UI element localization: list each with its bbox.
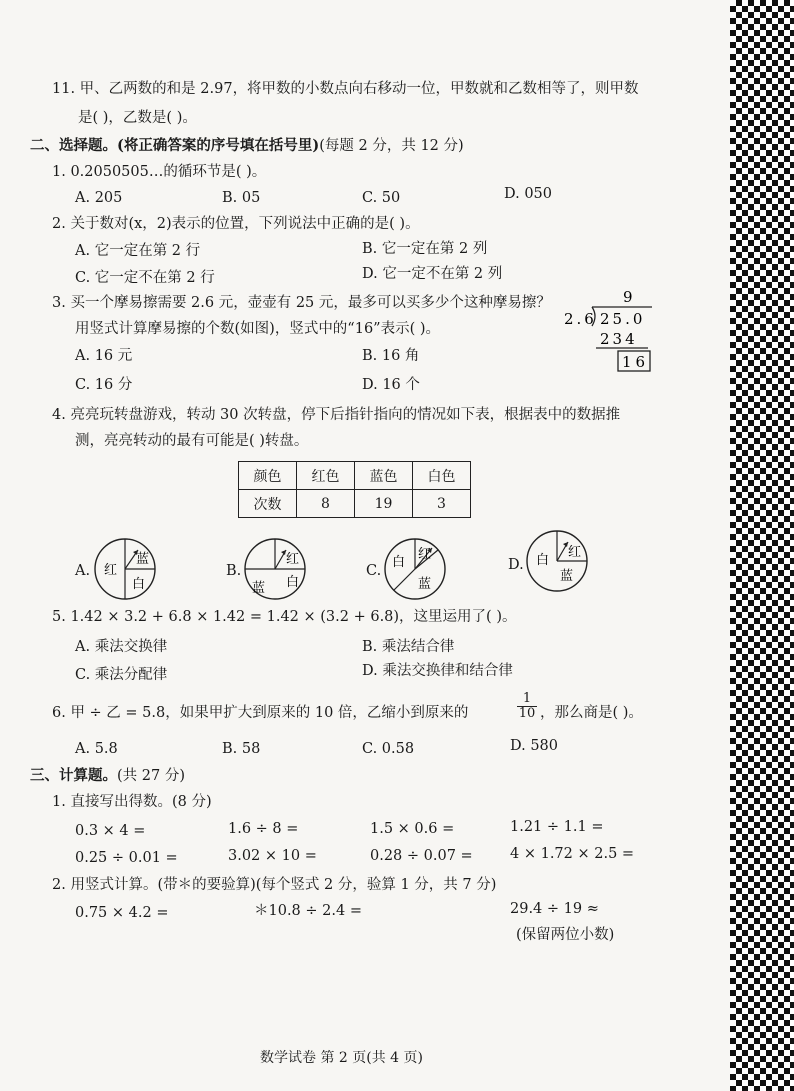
s3-q2-heading [52,876,496,894]
table-cell: 3 [413,490,471,518]
section2-note: (每题 2 分，共 12 分) [319,138,464,154]
s2-q4-option-c: C. [366,563,382,579]
s2-q6-fraction [517,692,537,721]
s2-q5-option-d: D. 乘法交换律和结合律 [362,663,513,679]
spinner-label: 红 [568,545,582,560]
spinner-label: 白 [286,575,300,590]
table-cell: 8 [297,490,355,518]
s2-q1-stem: 1. 0.2050505…的循环节是( )。 [52,164,267,180]
fraction-denominator: 10 [518,706,536,721]
s2-q5-stem: 5. 1.42 × 3.2 + 6.8 × 1.42 = 1.42 × (3.2 + 6.8)，这里运用了( )。 [52,609,517,625]
s2-q4-line1: 4. 亮亮玩转盘游戏，转动 30 次转盘，停下后指针指向的情况如下表，根据表中的数据推 [52,407,621,423]
s2-q3-option-a: A. 16 元 [75,348,133,364]
s3-q1-note: (8 分) [171,794,212,810]
calc-item: 0.3 × 4 = [75,823,146,839]
table-cell: 白色 [413,462,471,490]
s2-q1-option-c: C. 50 [362,190,401,206]
spinner-a [92,536,158,602]
s2-q1-option-b: B. 05 [222,190,261,206]
s2-q3-line2: 用竖式计算摩易擦的个数(如图)，竖式中的“16”表示( )。 [75,321,441,337]
long-division-figure [560,286,660,378]
column-calc-item: 29.4 ÷ 19 ≈ [510,901,599,917]
calc-item: 0.28 ÷ 0.07 = [370,848,473,864]
s2-q4-line2: 测，亮亮转动的最有可能是( )转盘。 [75,433,309,449]
s2-q2-option-a: A. 它一定在第 2 行 [75,243,201,259]
s2-q6-stem-b: ，那么商是( )。 [540,705,643,721]
s2-q6-option-b: B. 58 [222,741,261,757]
table-cell: 红色 [297,462,355,490]
s2-q5-option-c: C. 乘法分配律 [75,667,168,683]
section2-title: 二、选择题。(将正确答案的序号填在括号里) [30,137,320,154]
spinner-label: 白 [392,555,406,570]
table-cell: 19 [355,490,413,518]
s2-q3-line1: 3. 买一个摩易擦需要 2.6 元，壶壶有 25 元，最多可以买多少个这种摩易擦？ [52,295,551,311]
frequency-table [238,461,471,518]
s2-q4-option-d: D. [508,557,524,573]
spinner-label: 红 [104,563,118,578]
calc-item: 1.6 ÷ 8 = [228,821,299,837]
division-dividend: 25.0 [600,310,646,328]
section2-heading [30,137,464,155]
spinner-label: 红 [418,547,432,562]
s3-q2-title: 2. 用竖式计算。(带＊的要验算) [52,877,256,893]
scan-edge-pattern [730,0,794,1091]
s2-q3-option-b: B. 16 角 [362,348,420,364]
s2-q6-option-c: C. 0.58 [362,741,415,757]
s2-q2-option-b: B. 它一定在第 2 列 [362,241,488,257]
rounding-remark: (保留两位小数) [516,927,615,943]
s2-q2-stem: 2. 关于数对(x，2)表示的位置，下列说法中正确的是( )。 [52,216,420,232]
s3-q1-heading [52,793,212,811]
table-row [239,490,471,518]
table-row [239,462,471,490]
spinner-b [242,536,308,602]
section3-heading [30,767,185,785]
s2-q5-option-b: B. 乘法结合律 [362,639,455,655]
q11-line2: 是( )，乙数是( )。 [78,110,197,126]
s3-q2-note: (每个竖式 2 分，验算 1 分，共 7 分) [255,877,497,893]
spinner-label: 蓝 [560,569,574,584]
spinner-d [524,528,590,594]
calc-item: 0.25 ÷ 0.01 = [75,850,178,866]
spinner-label: 红 [286,552,300,567]
table-cell: 次数 [239,490,297,518]
table-cell: 蓝色 [355,462,413,490]
s2-q4-option-b: B. [226,563,242,579]
spinner-label: 蓝 [252,581,266,596]
spinner-label: 白 [132,577,146,592]
s2-q1-option-a: A. 205 [75,190,123,206]
section3-note: (共 27 分) [117,768,185,784]
calc-item: 1.21 ÷ 1.1 = [510,819,604,835]
s2-q5-option-a: A. 乘法交换律 [75,639,168,655]
spinner-label: 蓝 [136,552,150,567]
spinner-c [382,536,448,602]
section3-title: 三、计算题。 [30,767,117,784]
calc-item: 1.5 × 0.6 = [370,821,455,837]
column-calc-item: 0.75 × 4.2 = [75,905,169,921]
division-remainder: 16 [622,353,650,371]
s2-q3-option-c: C. 16 分 [75,377,133,393]
division-product: 234 [600,330,638,348]
s2-q4-option-a: A. [75,563,91,579]
s2-q6-option-a: A. 5.8 [75,741,118,757]
s2-q1-option-d: D. 050 [504,186,553,202]
s2-q2-option-c: C. 它一定不在第 2 行 [75,270,215,286]
s2-q6-option-d: D. 580 [510,738,559,754]
spinner-label: 白 [536,553,550,568]
calc-item: 4 × 1.72 × 2.5 = [510,846,635,862]
table-cell: 颜色 [239,462,297,490]
page-footer: 数学试卷 第 2 页(共 4 页) [260,1050,423,1066]
column-calc-item: ＊10.8 ÷ 2.4 = [254,903,362,919]
division-divisor: 2.6 [564,310,597,328]
calc-item: 3.02 × 10 = [228,848,317,864]
s3-q1-title: 1. 直接写出得数。 [52,794,172,810]
spinner-label: 蓝 [418,577,432,592]
division-quotient: 9 [623,288,633,306]
s2-q3-option-d: D. 16 个 [362,377,420,393]
s2-q6-stem-a: 6. 甲 ÷ 乙 = 5.8，如果甲扩大到原来的 10 倍，乙缩小到原来的 [52,705,469,721]
fraction-numerator: 1 [522,691,532,706]
q11-line1: 11. 甲、乙两数的和是 2.97，将甲数的小数点向右移动一位，甲数就和乙数相等了，则甲数 [52,81,639,97]
s2-q2-option-d: D. 它一定不在第 2 列 [362,266,503,282]
